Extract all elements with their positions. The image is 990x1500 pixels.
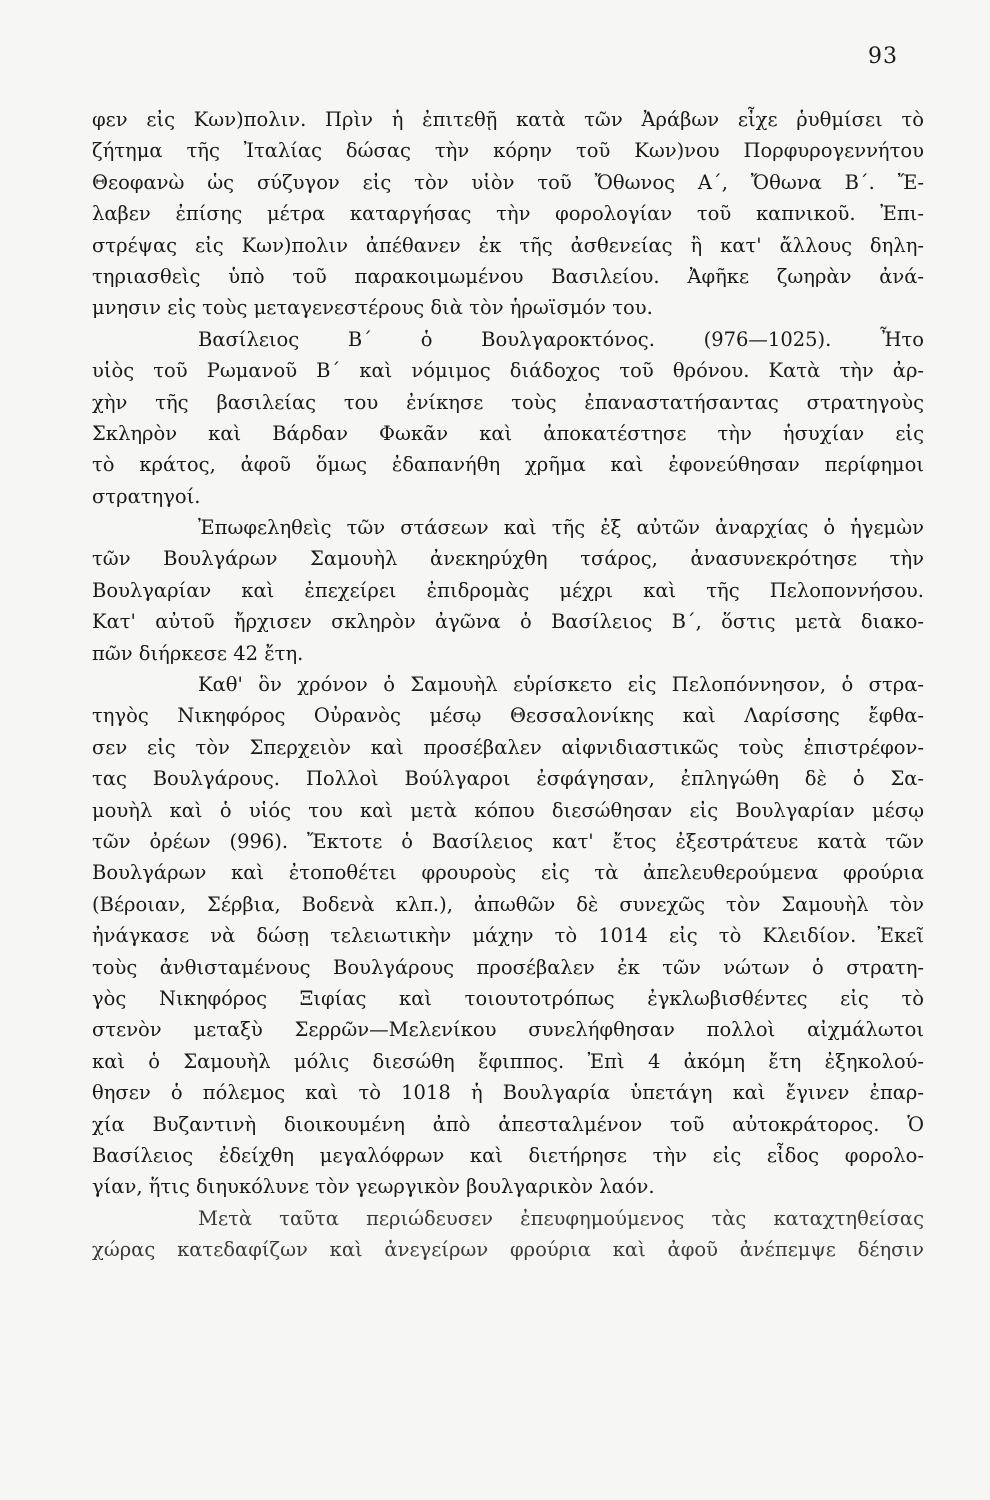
text-line: γὸς Νικηφόρος Ξιφίας καὶ τοιουτοτρόπως ἐγκλωβισθέντες εἰς τὸ xyxy=(92,986,924,1010)
text-line: Βουλγαρίαν καὶ ἐπεχείρει ἐπιδρομὰς μέχρι καὶ τῆς Πελοποννήσου. xyxy=(92,578,924,602)
text-line: (Βέροιαν, Σέρβια, Βοδενὰ κλπ.), ἀπωθῶν δὲ συνεχῶς τὸν Σαμουὴλ τὸν xyxy=(92,892,924,916)
text-line: θησεν ὁ πόλεμος καὶ τὸ 1018 ἡ Βουλγαρία ὑπετάγη καὶ ἔγινεν ἐπαρ- xyxy=(92,1081,924,1105)
text-line: μνησιν εἰς τοὺς μεταγενεστέρους διὰ τὸν ἡρωϊσμόν του. xyxy=(92,296,653,320)
text-line: φεν εἰς Κων)πολιν. Πρὶν ἡ ἐπιτεθῇ κατὰ τῶν Ἀράβων εἶχε ῥυθμίσει τὸ xyxy=(92,108,924,131)
text-line: Σκληρὸν καὶ Βάρδαν Φωκᾶν καὶ ἀποκατέστησε τὴν ἡσυχίαν εἰς xyxy=(92,421,924,445)
text-line: μουὴλ καὶ ὁ υἱός του καὶ μετὰ κόπου διεσώθησαν εἰς Βουλγαρίαν μέσῳ xyxy=(92,798,924,822)
text-line: ζήτημα τῆς Ἰταλίας δώσας τὴν κόρην τοῦ Κων)νου Πορφυρογεννήτου xyxy=(92,139,924,163)
text-line: σεν εἰς τὸν Σπερχειὸν καὶ προσέβαλεν αἰφνιδιαστικῶς τοὺς ἐπιστρέφον- xyxy=(92,735,924,759)
text-line: τὸ κράτος, ἀφοῦ ὅμως ἐδαπανήθη χρῆμα καὶ ἐφονεύθησαν περίφημοι xyxy=(92,453,924,477)
text-line: ἠνάγκασε νὰ δώσῃ τελειωτικὴν μάχην τὸ 1014 εἰς τὸ Κλειδίον. Ἐκεῖ xyxy=(92,924,924,948)
body-text xyxy=(92,104,924,1265)
text-line: πῶν διήρκεσε 42 ἔτη. xyxy=(92,641,304,665)
text-line: Καθ' ὃν χρόνον ὁ Σαμουὴλ εὑρίσκετο εἰς Πελοπόννησον, ὁ στρα- xyxy=(198,673,924,697)
text-line: λαβεν ἐπίσης μέτρα καταργήσας τὴν φορολογίαν τοῦ καπνικοῦ. Ἐπι- xyxy=(92,202,924,226)
text-line: χώρας κατεδαφίζων καὶ ἀνεγείρων φρούρια καὶ ἀφοῦ ἀνέπεμψε δέησιν xyxy=(92,1238,924,1262)
text-line: στενὸν μεταξὺ Σερρῶν—Μελενίκου συνελήφθησαν πολλοὶ αἰχμάλωτοι xyxy=(92,1018,924,1042)
text-line: Βουλγάρων καὶ ἐτοποθέτει φρουροὺς εἰς τὰ ἀπελευθερούμενα φρούρια xyxy=(92,861,924,885)
text-line: Κατ' αὐτοῦ ἤρχισεν σκληρὸν ἀγῶνα ὁ Βασίλειος Β΄, ὅστις μετὰ διακο- xyxy=(92,610,924,634)
page-number: 93 xyxy=(868,44,898,69)
text-line: Βασίλειος Β΄ ὁ Βουλγαροκτόνος. (976—1025). Ἦτο xyxy=(198,327,924,351)
text-line: χὴν τῆς βασιλείας του ἐνίκησε τοὺς ἐπαναστατήσαντας στρατηγοὺς xyxy=(92,390,924,414)
text-line: τῶν ὀρέων (996). Ἔκτοτε ὁ Βασίλειος κατ' ἔτος ἐξεστράτευε κατὰ τῶν xyxy=(92,829,924,853)
text-line: Ἐπωφεληθεὶς τῶν στάσεων καὶ τῆς ἐξ αὐτῶν ἀναρχίας ὁ ἡγεμὼν xyxy=(198,516,924,540)
text-line: υἱὸς τοῦ Ρωμανοῦ Β΄ καὶ νόμιμος διάδοχος τοῦ θρόνου. Κατὰ τὴν ἀρ- xyxy=(92,359,924,383)
text-line: Θεοφανὼ ὡς σύζυγον εἰς τὸν υἱὸν τοῦ Ὄθωνος Α΄, Ὄθωνα Β΄. Ἔ- xyxy=(92,170,924,194)
text-line: Μετὰ ταῦτα περιώδευσεν ἐπευφημούμενος τὰς καταχτηθείσας xyxy=(198,1206,924,1230)
text-line: τηριασθεὶς ὑπὸ τοῦ παρακοιμωμένου Βασιλείου. Ἀφῆκε ζωηρὰν ἀνά- xyxy=(92,264,924,288)
text-line: γίαν, ἥτις διηυκόλυνε τὸν γεωργικὸν βουλγαρικὸν λαόν. xyxy=(92,1175,655,1199)
text-line: στρέψας εἰς Κων)πολιν ἀπέθανεν ἐκ τῆς ἀσθενείας ἢ κατ' ἄλλους δηλη- xyxy=(92,233,924,257)
text-line: καὶ ὁ Σαμουὴλ μόλις διεσώθη ἔφιππος. Ἐπὶ 4 ἀκόμη ἔτη ἐξηκολού- xyxy=(92,1049,924,1073)
text-line: τῶν Βουλγάρων Σαμουὴλ ἀνεκηρύχθη τσάρος, ἀνασυνεκρότησε τὴν xyxy=(92,547,924,571)
text-line: χία Βυζαντινὴ διοικουμένη ἀπὸ ἀπεσταλμένον τοῦ αὐτοκράτορος. Ὁ xyxy=(92,1112,924,1136)
text-line: τοὺς ἀνθισταμένους Βουλγάρους προσέβαλεν ἐκ τῶν νώτων ὁ στρατη- xyxy=(92,955,924,979)
text-line: τας Βουλγάρους. Πολλοὶ Βούλγαροι ἐσφάγησαν, ἐπληγώθη δὲ ὁ Σα- xyxy=(92,767,924,791)
text-line: Βασίλειος ἐδείχθη μεγαλόφρων καὶ διετήρησε τὴν εἰς εἶδος φορολο- xyxy=(92,1143,924,1167)
text-line: στρατηγοί. xyxy=(92,484,201,508)
text-line: τηγὸς Νικηφόρος Οὐρανὸς μέσῳ Θεσσαλονίκης καὶ Λαρίσσης ἔφθα- xyxy=(92,704,924,728)
